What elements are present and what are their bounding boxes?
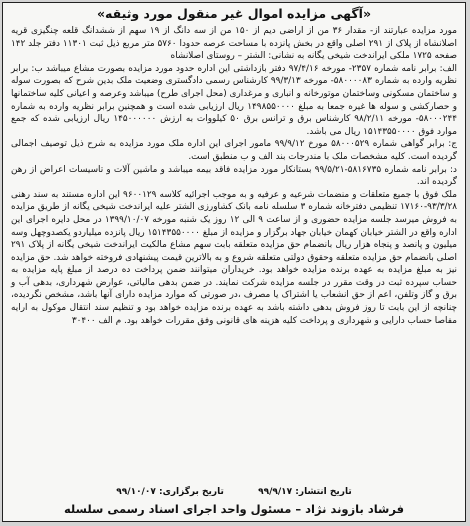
publish-date: تاریخ انتشار: ۹۹/۹/۱۷ — [258, 487, 352, 497]
date-line — [11, 486, 457, 499]
signature: فرشاد بازوند نژاد – مسئول واحد اجرای اسناد رسمی سلسله — [63, 502, 405, 516]
notice-body — [3, 23, 465, 327]
notice-title: «آگهی مزایده اموال غیر منقول مورد وثیقه» — [96, 6, 372, 21]
auction-notice — [2, 2, 466, 522]
notice-paragraph-jim: ج: برابر گواهی شماره ۵۸۰۰۰۵۲۹ مورخ ۹۹/۹/۱۲ مامور اجرای این اداره ملک مورد مزایده به شرح ذیل توصیف اجمالی گردیده است. کلیه مشخصات ملک با مندرجات بند الف و ب منطبق است. — [11, 139, 458, 162]
notice-paragraph-dal: د: برابر نامه شماره ۵۸۱۶۷۳۵-۹۹/۵/۲۱ بستانکار مورد مزایده فاقد بیمه میباشد و ماشین آلات و تاسیسات اعراض از رهن گردیده اند. — [11, 164, 457, 188]
notice-paragraph-terms: ملک فوق با جمیع متعلقات و منضمات شرعیه و عرفیه و به موجب اجرائیه کلاسه ۹۶۰۰۱۲۹ این اداره مستند به سند رهنی ۹۳/۳/۲۸-۱۷۱۶۰ تنظیمی دفترخانه شماره ۳ سلسله نامه بانک کشاورزی الشتر علیه ایراندخت شیخی یگانه از طریق مزایده به فروش میرسد جلسه مزایده حضوری و از ساعت ۹ الی ۱۲ روز یک شنبه مورخه ۱۳۹۹/۱۰/۰۷ در محل دایره اجرای این اداره واقع در الشتر خیابان کهمان خیابان جهاد برگزار و مزایده از مبلغ ۱۵۱۴۳۵۵۰۰۰۰ ریال پانزده میلیاردو یکصدوچهل وسه میلیون و پانصد و پنجاه هزار ریال بانضمام حق مزایده متعلقه بابت سهم مشاع مالکیت ایراندخت شیخی یگانه از پلاک ۲۹۱ اصلی بانضمام حق مزایده متعلقه وحقوق دولتی متعلقه شروع و به بالاترین قیمت پیشنهادی فروخته خواهد شد. حق مزایده نیز به مبلغ مزایده به عهده برنده مزایده خواهد بود. خریداران میتوانند ضمن پرداخت ده درصد از مبلغ پایه مزایده به حساب سپرده ثبت در وقت مقرر در جلسه مزایده شرکت نمایند. در ضمن بدهی مالیاتی، عوارض شهرداری، بدهی آب و برق و گاز وتلفن، اعم از حق انشعاب یا اشتراک یا مصرف ،در صورتی که موارد مزایده دارای آنها باشد، مشخص نگردیده، چنانچه از این بابت تا روز فروش بدهی داشته باشد به عهده برنده مزایده خواهد بود و تنظیم سند انتقال موکول به ارایه مفاصا حساب دارایی و شهرداری و پرداخت کلیه هزینه های قانونی وفق مقررات خواهد بود. م الف ۳۰۴۰۰ — [11, 189, 458, 326]
notice-paragraph-property: مورد مزایده عبارتند از- مقدار ۳۶ من از اراضی دیم از ۱۵۰ من از سه دانگ از ۱۹ سهم از ششدانگ قلعه چنگیزی قریه اصلانشاه از پلاک از ۲۹۱ اصلی واقع در بخش پانزده با مساحت عرصه حدودا ۵۷۶۰ متر مربع ذیل ثبت ۱۱۳۰۱ دفتر جلد ۱۴۲ صفحه ۱۷۲۵ ملکی ایراندخت شیخی یگانه به نشانی: الشتر – روستای اصلانشاه — [11, 26, 458, 62]
notice-paragraph-alef-be: الف: برابر نامه شماره ۲۳۵۷- مورخه ۹۷/۴/۱۶ دفتر بازداشتی این اداره حدود مورد مزایده بصورت مشاع میباشد ب: برابر نظریه وارده به شماره ۵۸۰۰۰۰۸۳- مورخه ۹۹/۳/۱۳ کارشناس رسمی دادگستری وضعیت ملک بدین شرح که بصورت سوله و ساختمان مسکونی وساختمان موتورخانه و انباری و مرغداری (محل اجرای طرح) میباشد وعرصه و اعیانی کلیه ساختمانها و حصارکشی و سوله ها غیره جمعا به مبلغ ۱۴۹۸۵۵۰۰۰۰ ریال ارزیابی شده است و همچنین برابر نظریه وارده به شماره ۵۸۰۰۰۲۴۴- مورخه ۹۸/۲/۱۱ کارشناس برق و ترانس برق ۵۰ کیلووات به ارزش ۱۴۵۰۰۰۰۰۰ ریال ارزیابی شده که جمع موارد فوق ۱۵۱۴۳۵۵۰۰۰۰ ریال می باشد. — [11, 63, 458, 137]
notice-footer — [11, 486, 457, 517]
auction-date: تاریخ برگزاری: ۹۹/۱۰/۰۷ — [116, 487, 224, 497]
